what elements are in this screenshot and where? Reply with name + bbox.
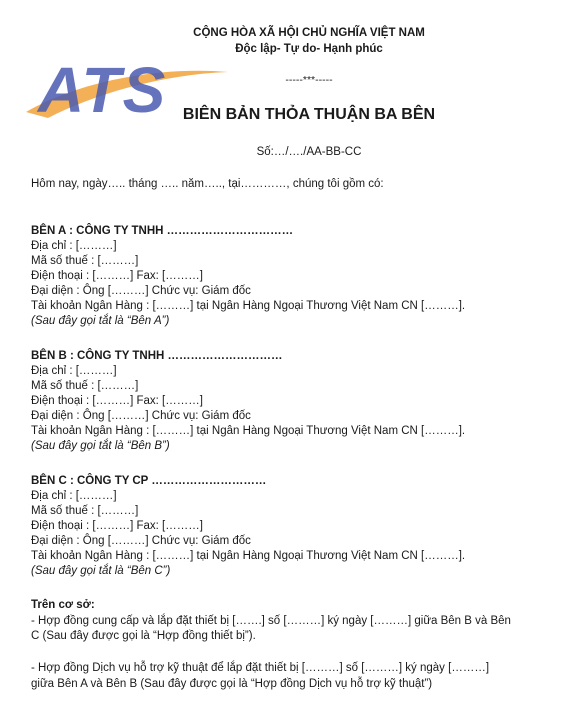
document-number: Số:…/…./AA-BB-CC	[256, 146, 362, 158]
party-c-phone: Điện thoại : [………] Fax: [………]	[31, 520, 203, 532]
basis-item-2-line-1: - Hợp đồng Dịch vụ hỗ trợ kỹ thuật để lắp đặt thiết bị [………] số [………] ký ngày [………]	[31, 662, 490, 674]
party-b-address: Địa chỉ : [………]	[31, 365, 117, 377]
party-c-bank: Tài khoản Ngân Hàng : [………] tại Ngân Hàng Ngoại Thương Việt Nam CN [………].	[31, 550, 466, 562]
basis-item-1-line-1: - Hợp đồng cung cấp và lắp đặt thiết bị […….] số [………] ký ngày [………] giữa Bên B và Bên	[31, 615, 511, 627]
party-b-bank: Tài khoản Ngân Hàng : [………] tại Ngân Hàng Ngoại Thương Việt Nam CN [………].	[31, 425, 466, 437]
party-a-tax: Mã số thuế : [………]	[31, 255, 139, 267]
party-a-heading: BÊN A : CÔNG TY TNHH ……………………………	[31, 225, 294, 237]
basis-item-2-line-2: giữa Bên A và Bên B (Sau đây được gọi là “Hợp đồng Dịch vụ hỗ trợ kỹ thuật”)	[31, 678, 433, 690]
party-a-phone: Điện thoại : [………] Fax: [………]	[31, 270, 203, 282]
basis-item-1-line-2: C (Sau đây được gọi là “Hợp đồng thiết bị”).	[31, 630, 256, 642]
party-a-bank: Tài khoản Ngân Hàng : [………] tại Ngân Hàng Ngoại Thương Việt Nam CN [………].	[31, 300, 466, 312]
party-a-rep: Đại diện : Ông [………] Chức vụ: Giám đốc	[31, 285, 251, 297]
basis-heading: Trên cơ sở:	[31, 599, 95, 611]
party-a-note: (Sau đây gọi tắt là “Bên A”)	[31, 315, 170, 327]
party-c-tax: Mã số thuế : [………]	[31, 505, 139, 517]
separator-stars: -----***-----	[285, 74, 333, 86]
motto: Độc lập- Tự do- Hạnh phúc	[235, 43, 383, 55]
party-b-tax: Mã số thuế : [………]	[31, 380, 139, 392]
party-c-heading: BÊN C : CÔNG TY CP …………………………	[31, 475, 267, 487]
party-c-rep: Đại diện : Ông [………] Chức vụ: Giám đốc	[31, 535, 251, 547]
nation-header: CỘNG HÒA XÃ HỘI CHỦ NGHĨA VIỆT NAM	[193, 27, 425, 39]
party-a-address: Địa chỉ : [………]	[31, 240, 117, 252]
party-b-note: (Sau đây gọi tắt là “Bên B”)	[31, 440, 170, 452]
party-b-rep: Đại diện : Ông [………] Chức vụ: Giám đốc	[31, 410, 251, 422]
party-b-phone: Điện thoại : [………] Fax: [………]	[31, 395, 203, 407]
logo-text: ATS	[38, 54, 168, 126]
document-title: BIÊN BẢN THỎA THUẬN BA BÊN	[182, 106, 436, 123]
party-c-note: (Sau đây gọi tắt là “Bên C”)	[31, 565, 171, 577]
party-b-heading: BÊN B : CÔNG TY TNHH …………………………	[31, 350, 283, 362]
party-c-address: Địa chỉ : [………]	[31, 490, 117, 502]
intro-line: Hôm nay, ngày….. tháng ….. năm….., tại…………, chúng tôi gồm có:	[31, 178, 384, 190]
